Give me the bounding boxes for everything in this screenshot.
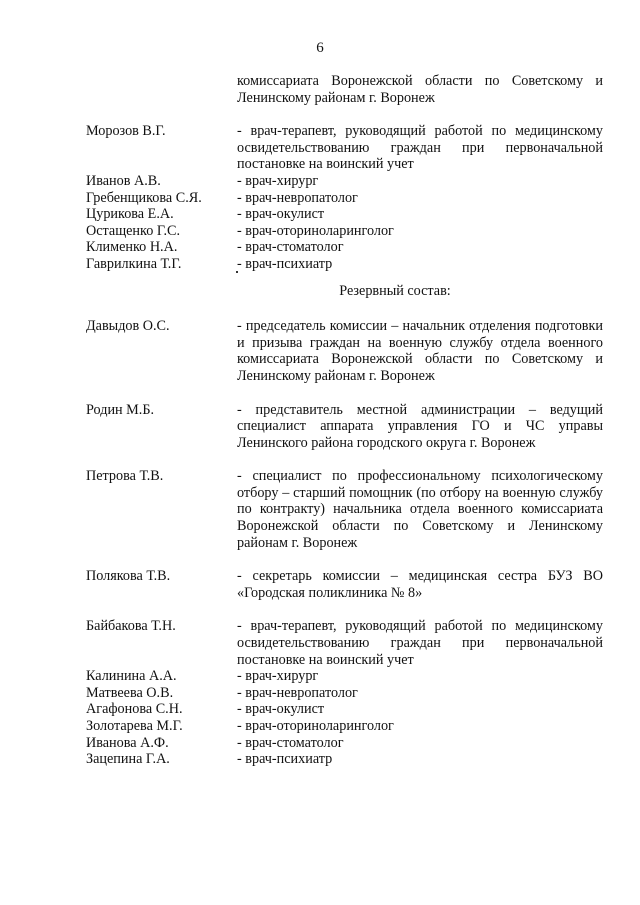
member-role: - врач-окулист xyxy=(237,701,325,718)
member-role: - врач-психиатр xyxy=(237,255,333,272)
member-name: Агафонова С.Н. xyxy=(86,701,183,718)
member-row xyxy=(86,123,604,173)
member-row xyxy=(86,223,604,240)
member-name: Гребенщикова С.Я. xyxy=(86,189,202,206)
member-role: - врач-хирург xyxy=(237,172,319,189)
member-role: - врач-невропатолог xyxy=(237,684,358,701)
member-name: Иванов А.В. xyxy=(86,172,161,189)
member-name: Давыдов О.С. xyxy=(86,318,170,335)
member-name-empty xyxy=(86,73,237,106)
member-role: - врач-невропатолог xyxy=(237,189,358,206)
member-role: - врач-стоматолог xyxy=(237,734,344,751)
member-role: - секретарь комиссии – медицинская сестра БУЗ ВО «Городская поликлиника № 8» xyxy=(237,568,603,601)
member-row xyxy=(86,256,604,273)
member-row xyxy=(86,618,604,668)
member-role: - врач-терапевт, руководящий работой по медицинскому освидетельствованию граждан при первоначальной постановке на воинский учет xyxy=(237,618,603,668)
member-name: Золотарева М.Г. xyxy=(86,718,183,734)
member-row xyxy=(86,718,604,735)
member-role: - врач-хирург xyxy=(237,668,319,685)
document-body xyxy=(86,73,604,768)
member-row xyxy=(86,239,604,256)
member-name: Клименко Н.А. xyxy=(86,239,178,256)
member-row xyxy=(86,685,604,702)
member-row xyxy=(86,206,604,223)
continuation-row xyxy=(86,73,604,106)
member-row xyxy=(86,568,604,601)
member-row xyxy=(86,318,604,384)
member-role: - специалист по профессиональному психологическому отбору – старший помощник (по отбору на военную службу по контракту) начальника отдела военного комиссариата Воронежской области по Советскому и Ленинскому районам г. Воронеж xyxy=(237,468,603,551)
member-name: Матвеева О.В. xyxy=(86,684,174,701)
member-role: - председатель комиссии – начальник отделения подготовки и призыва граждан на военную службу отдела военного комиссариата Воронежской области по Советскому и Ленинскому районам г. Воронеж xyxy=(237,318,603,384)
member-name: Иванова А.Ф. xyxy=(86,734,169,751)
member-row xyxy=(86,190,604,207)
member-name: Морозов В.Г. xyxy=(86,123,166,140)
member-name: Калинина А.А. xyxy=(86,668,177,685)
member-name: Родин М.Б. xyxy=(86,401,155,418)
member-role: - врач-стоматолог xyxy=(237,239,344,256)
member-role: - врач-психиатр xyxy=(237,751,333,768)
member-row xyxy=(86,468,604,551)
member-name: Остащенко Г.С. xyxy=(86,222,180,239)
member-name: Цурикова Е.А. xyxy=(86,206,174,223)
member-role: - представитель местной администрации – ведущий специалист аппарата управления ГО и ЧС управы Ленинского района городского округа г. Воронеж xyxy=(237,401,603,451)
member-role: - врач-терапевт, руководящий работой по медицинскому освидетельствованию граждан при первоначальной постановке на воинский учет xyxy=(237,123,603,173)
member-name: Полякова Т.В. xyxy=(86,568,171,585)
member-row xyxy=(86,751,604,768)
member-name: Зацепина Г.А. xyxy=(86,751,170,768)
reserve-heading: Резервный состав: xyxy=(339,282,451,299)
member-name: Петрова Т.В. xyxy=(86,468,164,485)
member-row xyxy=(86,735,604,752)
member-role: комиссариата Воронежской области по Советскому и Ленинскому районам г. Воронеж xyxy=(237,73,603,106)
member-row xyxy=(86,701,604,718)
member-role: - врач-оториноларинголог xyxy=(237,718,394,734)
member-row xyxy=(86,402,604,452)
member-row xyxy=(86,173,604,190)
member-name: Байбакова Т.Н. xyxy=(86,618,176,635)
member-name: Гаврилкина Т.Г. xyxy=(86,255,182,272)
page-number: 6 xyxy=(316,40,324,56)
member-role: - врач-окулист xyxy=(237,206,325,223)
member-role: - врач-оториноларинголог xyxy=(237,222,394,239)
member-row xyxy=(86,668,604,685)
